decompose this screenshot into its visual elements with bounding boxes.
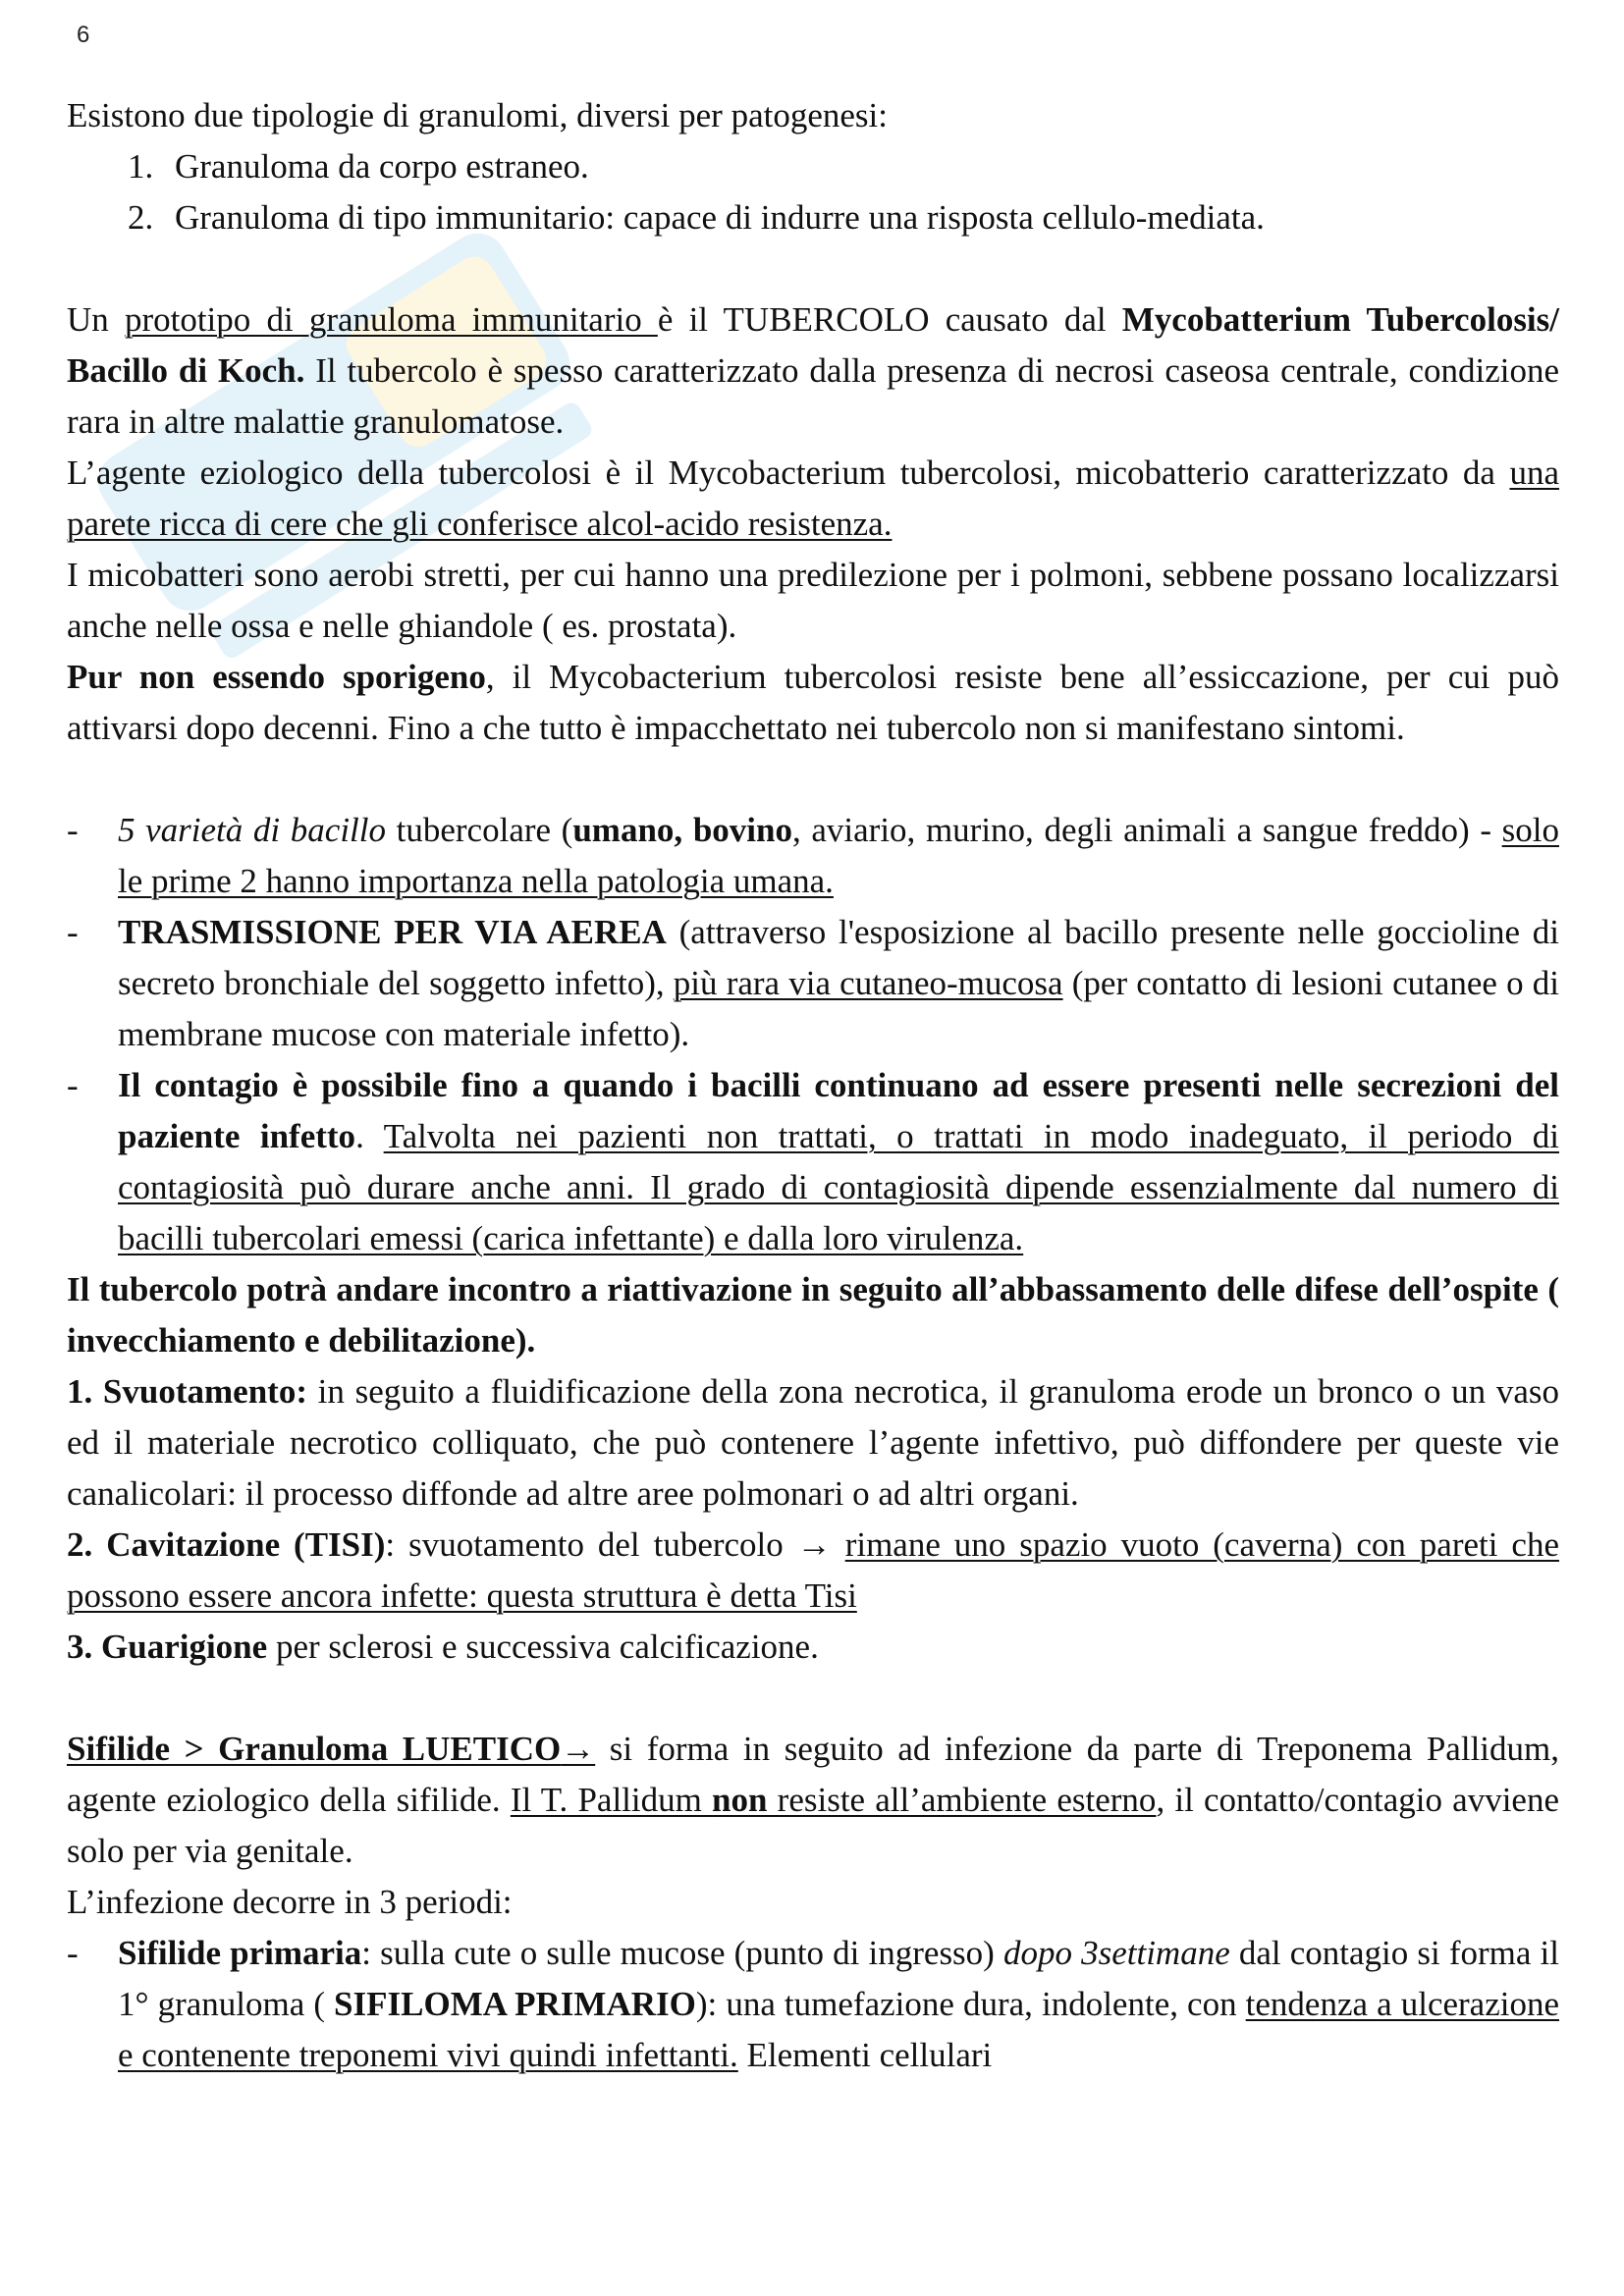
syphilis-paragraph: Sifilide > Granuloma LUETICO→ si forma in seguito ad infezione da parte di Treponema Pallidum, agente eziologico della sifilide. Il T. Pallidum non resiste all’ambiente esterno, il contatto/contagio avviene solo per via genitale.: [67, 1730, 1559, 1870]
granuloma-types-intro: Esistono due tipologie di granulomi, diversi per patogenesi:: [67, 96, 888, 134]
list-item: 1. Granuloma da corpo estraneo.: [128, 147, 589, 186]
bullet-varieties: - 5 varietà di bacillo tubercolare (umano, bovino, aviario, murino, degli animali a sangue freddo) - solo le prime 2 hanno importanza nella patologia umana.: [67, 811, 1559, 900]
agent-paragraph: L’agente eziologico della tubercolosi è il Mycobacterium tubercolosi, micobatterio caratterizzato da una parete ricca di cere che gli conferisce alcol-acido resistenza.: [67, 454, 1559, 543]
bullet-primary-syphilis: - Sifilide primaria: sulla cute o sulle mucose (punto di ingresso) dopo 3settimane dal contagio si forma il 1° granuloma ( SIFILOMA PRIMARIO): una tumefazione dura, indolente, con tendenza a ulcerazione e contenente treponemi vivi quindi infettanti. Elementi cellulari: [67, 1934, 1559, 2074]
reactivation-item-3: 3. Guarigione per sclerosi e successiva calcificazione.: [67, 1628, 819, 1666]
bullet-contagion: - Il contagio è possibile fino a quando i bacilli continuano ad essere presenti nelle secrezioni del paziente infetto. Talvolta nei pazienti non trattati, o trattati in modo inadeguato, il periodo di contagiosità può durare anche anni. Il grado di contagiosità dipende essenzialmente dal numero di bacilli tubercolari emessi (carica infettante) e dalla loro virulenza.: [67, 1066, 1560, 1257]
bullet-transmission: - TRASMISSIONE PER VIA AEREA (attraverso l'esposizione al bacillo presente nelle goccioline di secreto bronchiale del soggetto infetto), più rara via cutaneo-mucosa (per contatto di lesioni cutanee o di membrane mucose con materiale infetto).: [67, 913, 1559, 1053]
aerobic-paragraph: I micobatteri sono aerobi stretti, per cui hanno una predilezione per i polmoni, sebbene possano localizzarsi anche nelle ossa e nelle ghiandole ( es. prostata).: [67, 556, 1559, 645]
tubercolo-paragraph: Un prototipo di granuloma immunitario è il TUBERCOLO causato dal Mycobatterium Tubercolosis/ Bacillo di Koch. Il tubercolo è spesso caratterizzato dalla presenza di necrosi caseosa centrale, condizione rara in altre malattie granulomatose.: [67, 300, 1560, 441]
syphilis-periods: L’infezione decorre in 3 periodi:: [67, 1883, 513, 1921]
list-item: 2. Granuloma di tipo immunitario: capace di indurre una risposta cellulo-mediata.: [128, 198, 1265, 237]
arrow-icon: →: [796, 1525, 832, 1564]
page-number: 6: [77, 22, 90, 48]
reactivation-item-2: 2. Cavitazione (TISI): svuotamento del tubercolo → rimane uno spazio vuoto (caverna) con pareti che possono essere ancora infette: questa struttura è detta Tisi: [67, 1525, 1559, 1615]
arrow-icon: →: [561, 1730, 596, 1768]
reactivation-item-1: 1. Svuotamento: in seguito a fluidificazione della zona necrotica, il granuloma erode un bronco o un vaso ed il materiale necrotico colliquato, che può contenere l’agente infettivo, può diffondere per queste vie canalicolari: il processo diffonde ad altre aree polmonari o ad altri organi.: [67, 1372, 1559, 1513]
sporigeno-paragraph: Pur non essendo sporigeno, il Mycobacterium tubercolosi resiste bene all’essiccazione, per cui può attivarsi dopo decenni. Fino a che tutto è impacchettato nei tubercolo non si manifestano sintomi.: [67, 658, 1560, 747]
reactivation-heading: Il tubercolo potrà andare incontro a riattivazione in seguito all’abbassamento delle difese dell’ospite ( invecchiamento e debilitazione).: [67, 1270, 1559, 1360]
document-body: [67, 90, 1559, 2081]
